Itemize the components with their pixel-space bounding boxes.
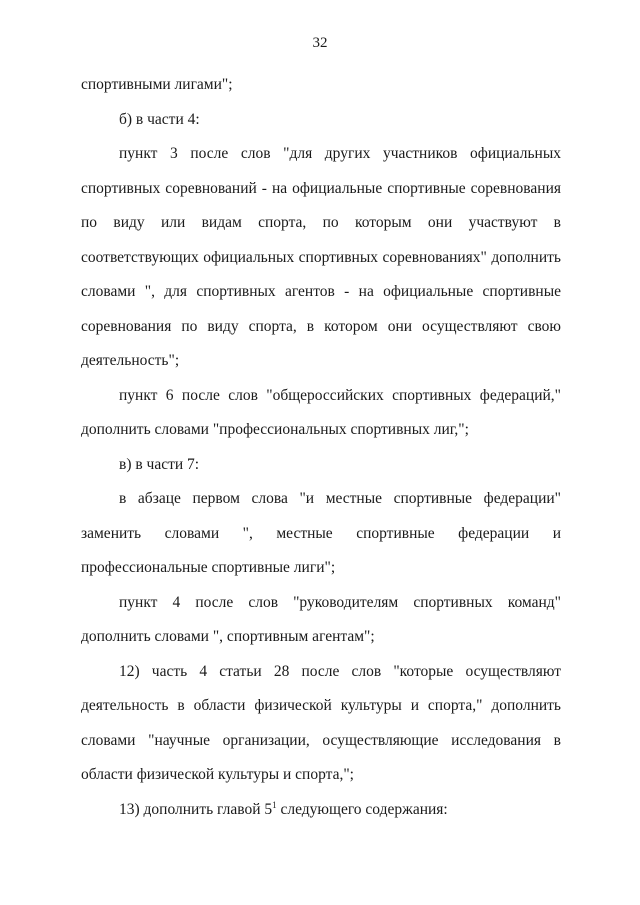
paragraph-subitem-b: б) в части 4: (119, 110, 200, 128)
item-13-text-after: следующего содержания: (276, 800, 448, 818)
paragraph-item-13 (81, 793, 561, 828)
paragraph-subitem-v: в) в части 7: (119, 455, 200, 473)
page-number: 32 (312, 35, 328, 51)
document-body (81, 68, 561, 827)
paragraph-item-12: 12) часть 4 статьи 28 после слов "которые осуществляют деятельность в области физической культуры и спорта," дополнить словами "научные организации, осуществляющие исследования в области физической культуры и спорта,"; (81, 662, 561, 783)
paragraph-point-3: пункт 3 после слов "для других участников официальных спортивных соревнований - на официальные спортивные соревнования по виду или видам спорта, по которым они участвуют в соответствующих официальных спортивных соревнованиях" дополнить словами ", для спортивных агентов - на официальные спортивные соревнования по виду спорта, в котором они осуществляют свою деятельность"; (81, 145, 561, 369)
paragraph-point-4: пункт 4 после слов "руководителям спортивных команд" дополнить словами ", спортивным агентам"; (81, 593, 561, 645)
paragraph-point-6: пункт 6 после слов "общероссийских спортивных федераций," дополнить словами "профессиональных спортивных лиг,"; (81, 386, 561, 438)
item-13-text-before: 13) дополнить главой 5 (119, 800, 273, 818)
chapter-superscript: 1 (272, 799, 277, 810)
paragraph-first-abzac: в абзаце первом слова "и местные спортивные федерации" заменить словами ", местные спортивные федерации и профессиональные спортивные лиги"; (81, 490, 561, 576)
paragraph-continuation: спортивными лигами"; (81, 76, 233, 93)
